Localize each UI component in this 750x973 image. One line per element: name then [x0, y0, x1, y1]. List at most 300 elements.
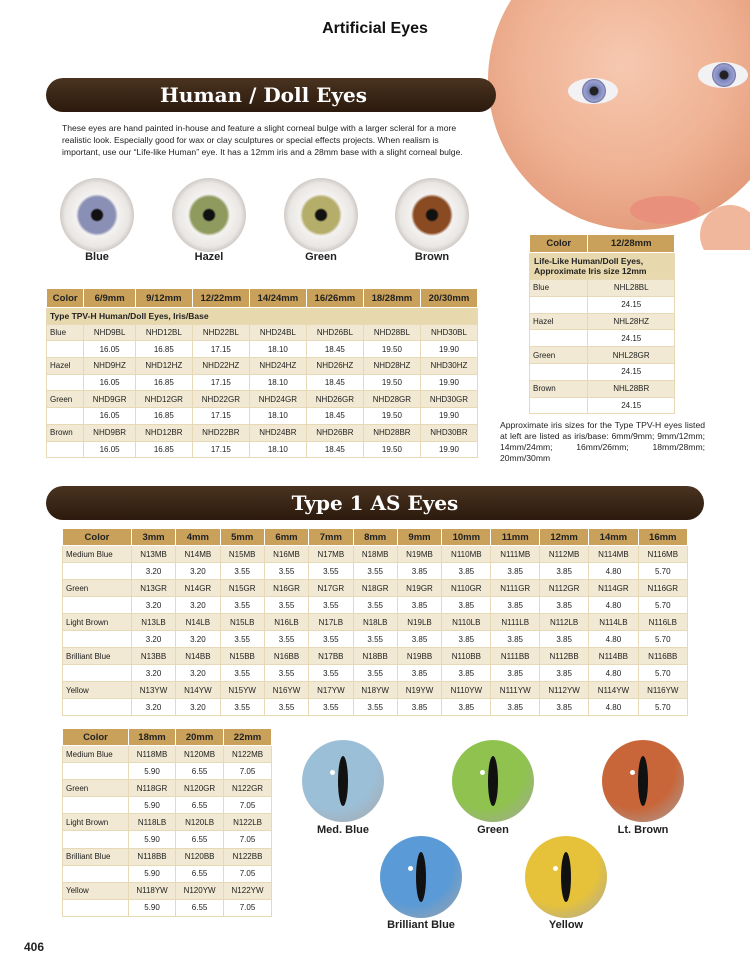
table-cell: N15BB — [220, 648, 264, 665]
table-cell: N15LB — [220, 614, 264, 631]
table-cell: 3.55 — [353, 665, 397, 682]
table-cell: 3.85 — [442, 563, 491, 580]
table-cell — [63, 797, 129, 814]
table-cell: 3.85 — [491, 699, 540, 716]
table-cell: N14LB — [176, 614, 220, 631]
table-cell: N13BB — [131, 648, 175, 665]
table-cell: 3.55 — [353, 597, 397, 614]
table-row — [63, 546, 688, 563]
table-row — [47, 408, 478, 425]
table-cell: NHD30HZ — [420, 358, 477, 375]
table-cell: N116LB — [638, 614, 687, 631]
table-row — [530, 296, 675, 313]
eye-sample-label: Green — [305, 251, 337, 263]
table-cell: 3.55 — [264, 665, 308, 682]
table-row — [63, 682, 688, 699]
table-row — [47, 374, 478, 391]
cat-eye-sample — [302, 740, 384, 822]
table-cell: N122BB — [224, 848, 272, 865]
table-cell: N122LB — [224, 814, 272, 831]
table-cell: 4.80 — [589, 597, 638, 614]
table-cell: 6.55 — [176, 797, 224, 814]
table-cell: Medium Blue — [63, 746, 129, 763]
table-cell: 18.45 — [306, 408, 363, 425]
table-cell: 3.85 — [491, 563, 540, 580]
table-cell: N120LB — [176, 814, 224, 831]
table-cell: N122YW — [224, 882, 272, 899]
table-cell: N14YW — [176, 682, 220, 699]
table-cell: N116MB — [638, 546, 687, 563]
table-cell: N13MB — [131, 546, 175, 563]
table-cell: Blue — [47, 324, 84, 341]
table-cell: 7.05 — [224, 865, 272, 882]
table-cell — [530, 330, 588, 347]
table-cell: 4.80 — [589, 631, 638, 648]
table-cell: N110LB — [442, 614, 491, 631]
table-cell: 3.85 — [539, 597, 588, 614]
table-cell: N19MB — [397, 546, 441, 563]
table-row — [530, 280, 675, 297]
table-cell: 3.20 — [131, 699, 175, 716]
table-cell: NHD22BR — [192, 424, 249, 441]
table-row — [63, 665, 688, 682]
table-row — [63, 746, 272, 763]
table-cell: 3.55 — [353, 563, 397, 580]
table-cell: 6.55 — [176, 831, 224, 848]
cat-eye-sample — [525, 836, 607, 918]
table-cell: 3.85 — [397, 597, 441, 614]
baby-doll-photo — [470, 0, 750, 250]
table-cell — [63, 665, 132, 682]
table-cell: 3.85 — [442, 699, 491, 716]
table-cell: 17.15 — [192, 441, 249, 458]
table-cell — [63, 899, 129, 916]
table-cell: 3.55 — [309, 597, 353, 614]
table-row — [530, 347, 675, 364]
table-cell: Medium Blue — [63, 546, 132, 563]
type1-price-table-large — [62, 728, 272, 917]
column-header: 8mm — [353, 529, 397, 546]
table-cell: 3.55 — [353, 699, 397, 716]
table-cell — [63, 865, 129, 882]
table-cell: N114MB — [589, 546, 638, 563]
table-cell: N17LB — [309, 614, 353, 631]
table-row — [63, 882, 272, 899]
table-cell: 16.85 — [135, 341, 192, 358]
table-cell: NHD26BL — [306, 324, 363, 341]
table-cell: NHD26GR — [306, 391, 363, 408]
table-cell: NHD24BR — [249, 424, 306, 441]
table-cell: N112MB — [539, 546, 588, 563]
eye-glint — [408, 866, 413, 871]
table-cell: 3.20 — [176, 597, 220, 614]
table-cell: 17.15 — [192, 341, 249, 358]
table-cell: NHL28BR — [588, 380, 675, 397]
table-cell: 24.15 — [588, 330, 675, 347]
table-cell: 3.20 — [176, 699, 220, 716]
column-header: 12/28mm — [588, 235, 675, 253]
table-row — [47, 358, 478, 375]
cat-eye-label: Brilliant Blue — [387, 919, 455, 931]
table-cell: NHD28BR — [363, 424, 420, 441]
table-cell: 3.55 — [220, 563, 264, 580]
table-cell: N19BB — [397, 648, 441, 665]
column-header: Color — [63, 729, 129, 746]
table-cell: 18.10 — [249, 374, 306, 391]
pupil-slit — [561, 852, 571, 902]
table-cell: N120MB — [176, 746, 224, 763]
table-cell: 5.90 — [128, 797, 175, 814]
table-row — [63, 899, 272, 916]
column-header: Color — [47, 289, 84, 308]
table-cell: N17GR — [309, 580, 353, 597]
table-cell: 3.20 — [176, 563, 220, 580]
table-cell: 16.85 — [135, 374, 192, 391]
pupil-slit — [488, 756, 498, 806]
table-cell: 18.10 — [249, 441, 306, 458]
table-cell: N112GR — [539, 580, 588, 597]
table-cell: N110GR — [442, 580, 491, 597]
table-cell: 5.90 — [128, 763, 175, 780]
table-cell: 16.05 — [84, 374, 135, 391]
table-cell: Light Brown — [63, 614, 132, 631]
table-cell: N120GR — [176, 780, 224, 797]
table-cell: NHD30BL — [420, 324, 477, 341]
table-cell: Brown — [530, 380, 588, 397]
table-cell: N116YW — [638, 682, 687, 699]
table-cell: NHD30BR — [420, 424, 477, 441]
table-cell: 5.90 — [128, 831, 175, 848]
table-subheader-row — [530, 253, 675, 280]
table-cell: 5.70 — [638, 665, 687, 682]
table-cell: 24.15 — [588, 363, 675, 380]
table-cell: 16.05 — [84, 441, 135, 458]
table-cell: Brilliant Blue — [63, 848, 129, 865]
table-cell: N15MB — [220, 546, 264, 563]
table-cell: 3.55 — [309, 631, 353, 648]
table-cell: NHD22HZ — [192, 358, 249, 375]
table-cell: 19.90 — [420, 374, 477, 391]
table-cell: 3.85 — [397, 665, 441, 682]
table-cell: NHD12BL — [135, 324, 192, 341]
table-cell: NHL28GR — [588, 347, 675, 364]
table-cell: N110BB — [442, 648, 491, 665]
table-cell: 3.85 — [442, 597, 491, 614]
table-cell: 19.90 — [420, 408, 477, 425]
eye-sample-label: Hazel — [194, 251, 224, 263]
eye-sample-hazel — [172, 178, 246, 252]
table-cell: N16LB — [264, 614, 308, 631]
table-row — [47, 441, 478, 458]
table-cell: N112YW — [539, 682, 588, 699]
cat-eye-label: Green — [477, 824, 509, 836]
table-cell: 4.80 — [589, 665, 638, 682]
table-cell: 3.20 — [131, 597, 175, 614]
table-cell: Green — [63, 780, 129, 797]
column-header: Color — [530, 235, 588, 253]
table-cell: N114GR — [589, 580, 638, 597]
table-cell: NHD12GR — [135, 391, 192, 408]
table-cell: N111LB — [491, 614, 540, 631]
table-cell: N118YW — [128, 882, 175, 899]
table-cell: 3.85 — [491, 665, 540, 682]
table-cell: NHL28HZ — [588, 313, 675, 330]
table-cell: 17.15 — [192, 408, 249, 425]
table-cell: Brilliant Blue — [63, 648, 132, 665]
table-cell: NHD26HZ — [306, 358, 363, 375]
table-cell: 3.20 — [131, 563, 175, 580]
table-row — [47, 324, 478, 341]
table-cell: NHD9GR — [84, 391, 135, 408]
table-cell: 17.15 — [192, 374, 249, 391]
table-cell: 5.90 — [128, 865, 175, 882]
table-cell: N13LB — [131, 614, 175, 631]
table-cell: N118GR — [128, 780, 175, 797]
table-cell: 3.85 — [442, 665, 491, 682]
cat-eye-sample — [602, 740, 684, 822]
table-cell — [47, 408, 84, 425]
table-cell — [530, 363, 588, 380]
table-cell: Blue — [530, 280, 588, 297]
table-cell: N111YW — [491, 682, 540, 699]
table-cell: NHL28BL — [588, 280, 675, 297]
table-row — [47, 341, 478, 358]
column-header: 7mm — [309, 529, 353, 546]
table-cell: 5.90 — [128, 899, 175, 916]
table-row — [63, 614, 688, 631]
table-cell: 19.90 — [420, 441, 477, 458]
table-cell: 19.50 — [363, 408, 420, 425]
table-cell: Light Brown — [63, 814, 129, 831]
table-subheader: Life-Like Human/Doll Eyes, Approximate Iris size 12mm — [530, 253, 675, 280]
table-cell: NHD24HZ — [249, 358, 306, 375]
table-cell: N14BB — [176, 648, 220, 665]
table-cell: 19.50 — [363, 441, 420, 458]
table-cell: N116BB — [638, 648, 687, 665]
table-cell: 7.05 — [224, 899, 272, 916]
table-cell: N18MB — [353, 546, 397, 563]
tpv-h-price-table — [46, 288, 478, 458]
table-row — [63, 597, 688, 614]
column-header: 3mm — [131, 529, 175, 546]
page-header-title: Artificial Eyes — [322, 20, 428, 37]
table-cell: NHD24BL — [249, 324, 306, 341]
table-row — [530, 313, 675, 330]
table-cell — [63, 831, 129, 848]
column-header: 4mm — [176, 529, 220, 546]
table-cell: 6.55 — [176, 899, 224, 916]
column-header: 12mm — [539, 529, 588, 546]
pupil-slit — [338, 756, 348, 806]
table-cell: 3.85 — [397, 631, 441, 648]
page-number: 406 — [24, 940, 45, 954]
column-header: 10mm — [442, 529, 491, 546]
table-cell: N17BB — [309, 648, 353, 665]
table-cell: NHD12HZ — [135, 358, 192, 375]
table-cell: NHD24GR — [249, 391, 306, 408]
table-cell: NHD28GR — [363, 391, 420, 408]
table-cell: N19LB — [397, 614, 441, 631]
table-cell: N18LB — [353, 614, 397, 631]
column-header: 9mm — [397, 529, 441, 546]
table-cell: 16.85 — [135, 441, 192, 458]
table-cell: NHD22GR — [192, 391, 249, 408]
table-row — [530, 380, 675, 397]
table-cell: NHD22BL — [192, 324, 249, 341]
table-row — [63, 563, 688, 580]
table-cell: N15GR — [220, 580, 264, 597]
human-doll-eyes-description: These eyes are hand painted in-house and feature a slight corneal bulge with a larger scleral for a more realistic look. Especially good for wax or clay sculptures or special effects projects. When realism is important, use our “Life-like Human” eye. It has a 12mm iris and a 28mm base with a slight corneal bulge. — [62, 123, 463, 157]
table-cell — [47, 374, 84, 391]
table-cell: 3.85 — [539, 631, 588, 648]
table-cell: N19GR — [397, 580, 441, 597]
table-cell: 6.55 — [176, 763, 224, 780]
table-cell: N112BB — [539, 648, 588, 665]
table-cell: 3.55 — [309, 699, 353, 716]
table-cell: 3.85 — [539, 699, 588, 716]
table-cell: 3.55 — [264, 597, 308, 614]
cat-eye-sample — [452, 740, 534, 822]
table-cell: NHD28HZ — [363, 358, 420, 375]
table-cell: 24.15 — [588, 296, 675, 313]
column-header: Color — [63, 529, 132, 546]
eye-sample-label: Brown — [414, 251, 450, 263]
table-cell — [63, 563, 132, 580]
eye-glint — [630, 770, 635, 775]
cat-eye-label: Med. Blue — [317, 824, 369, 836]
table-cell: N120YW — [176, 882, 224, 899]
table-cell: NHD9HZ — [84, 358, 135, 375]
table-cell: 3.55 — [220, 665, 264, 682]
table-cell: N116GR — [638, 580, 687, 597]
column-header: 6/9mm — [84, 289, 135, 308]
column-header: 16mm — [638, 529, 687, 546]
table-cell: NHD26BR — [306, 424, 363, 441]
table-cell: N14MB — [176, 546, 220, 563]
table-row — [63, 699, 688, 716]
table-cell: N15YW — [220, 682, 264, 699]
table-cell: NHD28BL — [363, 324, 420, 341]
table-cell: N110YW — [442, 682, 491, 699]
table-cell: N118LB — [128, 814, 175, 831]
table-cell: 3.20 — [131, 665, 175, 682]
column-header: 14/24mm — [249, 289, 306, 308]
table-cell: 3.55 — [309, 665, 353, 682]
table-cell: NHD9BR — [84, 424, 135, 441]
table-cell: 3.85 — [539, 563, 588, 580]
cat-eye-label: Lt. Brown — [617, 824, 669, 836]
table-cell: 5.70 — [638, 563, 687, 580]
table-cell: 3.85 — [539, 665, 588, 682]
table-cell: 18.45 — [306, 341, 363, 358]
table-row — [47, 391, 478, 408]
table-cell: 6.55 — [176, 865, 224, 882]
table-cell: Green — [63, 580, 132, 597]
table-cell: NHD30GR — [420, 391, 477, 408]
table-cell: 3.55 — [353, 631, 397, 648]
table-cell: N111GR — [491, 580, 540, 597]
column-header: 9/12mm — [135, 289, 192, 308]
column-header: 22mm — [224, 729, 272, 746]
eye-sample-label: Blue — [85, 251, 109, 263]
column-header: 18/28mm — [363, 289, 420, 308]
eye-sample-green — [284, 178, 358, 252]
table-cell: N114BB — [589, 648, 638, 665]
table-row — [530, 330, 675, 347]
column-header: 11mm — [491, 529, 540, 546]
table-cell: 5.70 — [638, 597, 687, 614]
table-cell: 18.45 — [306, 374, 363, 391]
table-cell: N19YW — [397, 682, 441, 699]
column-header: 14mm — [589, 529, 638, 546]
table-cell — [63, 763, 129, 780]
table-cell: 24.15 — [588, 397, 675, 414]
column-header: 5mm — [220, 529, 264, 546]
table-cell: 3.55 — [220, 597, 264, 614]
table-cell: N122MB — [224, 746, 272, 763]
table-row — [530, 397, 675, 414]
table-cell: N18BB — [353, 648, 397, 665]
table-cell: 3.55 — [264, 631, 308, 648]
table-cell: 3.85 — [442, 631, 491, 648]
table-cell: 19.50 — [363, 374, 420, 391]
table-cell: 7.05 — [224, 797, 272, 814]
table-row — [530, 363, 675, 380]
table-row — [63, 814, 272, 831]
table-cell: N18YW — [353, 682, 397, 699]
table-cell: N16BB — [264, 648, 308, 665]
table-subheader: Type TPV-H Human/Doll Eyes, Iris/Base — [47, 308, 478, 325]
table-cell: Yellow — [63, 682, 132, 699]
table-cell: 18.45 — [306, 441, 363, 458]
table-cell: N111BB — [491, 648, 540, 665]
table-row — [63, 580, 688, 597]
table-cell — [530, 397, 588, 414]
table-cell: Brown — [47, 424, 84, 441]
table-cell: N14GR — [176, 580, 220, 597]
table-cell: N13GR — [131, 580, 175, 597]
table-cell: 7.05 — [224, 831, 272, 848]
human-doll-eyes-banner: Human / Doll Eyes — [46, 78, 496, 112]
table-cell: N17YW — [309, 682, 353, 699]
table-cell: N111MB — [491, 546, 540, 563]
type1-as-eyes-banner: Type 1 AS Eyes — [46, 486, 704, 520]
column-header: 20/30mm — [420, 289, 477, 308]
table-cell: Hazel — [530, 313, 588, 330]
table-cell: N17MB — [309, 546, 353, 563]
table-cell: N110MB — [442, 546, 491, 563]
table-subheader-row — [47, 308, 478, 325]
table-cell: N18GR — [353, 580, 397, 597]
table-cell — [530, 296, 588, 313]
table-cell: 3.20 — [131, 631, 175, 648]
table-row — [63, 797, 272, 814]
table-cell: N16MB — [264, 546, 308, 563]
table-cell: 7.05 — [224, 763, 272, 780]
table-cell: 3.55 — [220, 631, 264, 648]
table-cell: N118BB — [128, 848, 175, 865]
table-cell: Hazel — [47, 358, 84, 375]
table-cell: 5.70 — [638, 631, 687, 648]
table-cell: NHD12BR — [135, 424, 192, 441]
table-cell: 3.20 — [176, 631, 220, 648]
table-cell: 19.50 — [363, 341, 420, 358]
table-cell: N120BB — [176, 848, 224, 865]
column-header: 18mm — [128, 729, 175, 746]
table-cell: Green — [530, 347, 588, 364]
type1-price-table-small — [62, 528, 688, 716]
table-row — [63, 648, 688, 665]
